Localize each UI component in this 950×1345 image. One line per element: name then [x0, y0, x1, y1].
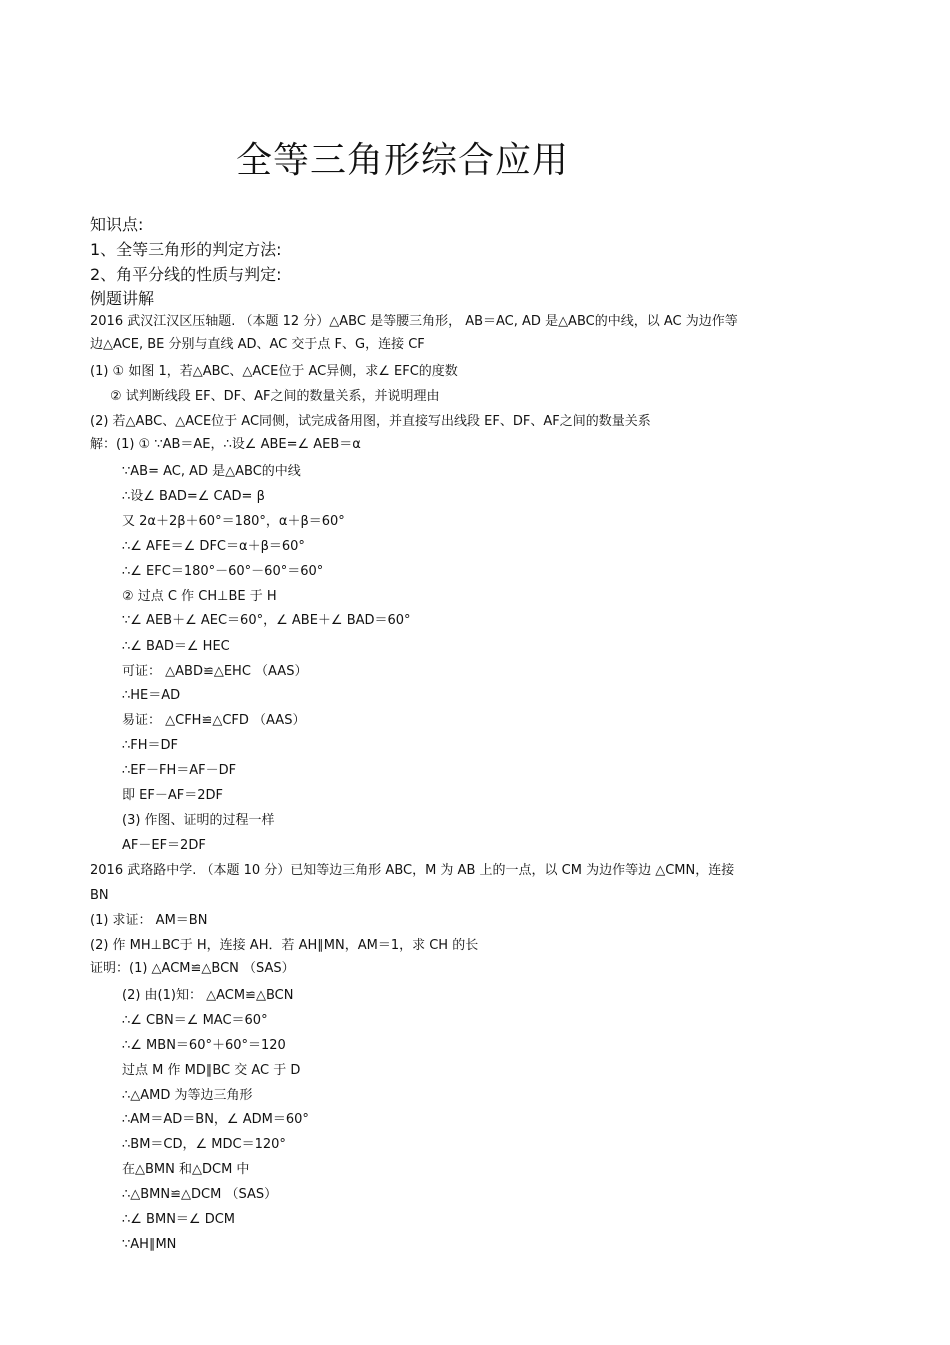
problem1-intro-line1: 2016 武汉江汉区压轴题. （本题 12 分）△ABC 是等腰三角形， AB＝AC, AD 是△ABC的中线，以 AC 为边作等 [90, 314, 738, 329]
problem1-step: ∴EF－FH＝AF－DF [122, 763, 237, 778]
problem2-solution-start: 证明：(1) △ACM≌△BCN （SAS） [90, 961, 295, 976]
heading-examples: 例题讲解 [90, 289, 155, 308]
problem1-intro-line2: 边△ACE, BE 分别与直线 AD、AC 交于点 F、G，连接 CF [90, 337, 425, 352]
problem1-step: (3) 作图、证明的过程一样 [122, 813, 275, 828]
problem1-question1: (1) ① 如图 1，若△ABC、△ACE位于 AC异侧，求∠ EFC的度数 [90, 364, 458, 379]
problem1-solution-start: 解：(1) ① ∵AB＝AE，∴设∠ ABE=∠ AEB＝α [90, 437, 361, 452]
problem2-step: 在△BMN 和△DCM 中 [122, 1162, 250, 1177]
heading-knowledge: 知识点: [90, 215, 144, 234]
problem2-step: ∴∠ CBN＝∠ MAC＝60° [122, 1013, 268, 1028]
problem1-step: ∴FH＝DF [122, 738, 179, 753]
problem1-step: ∵AB= AC, AD 是△ABC的中线 [122, 464, 301, 479]
problem1-step: ② 过点 C 作 CH⊥BE 于 H [122, 589, 277, 604]
problem2-step: ∴∠ BMN＝∠ DCM [122, 1212, 236, 1227]
problem2-step: ∴BM＝CD，∠ MDC＝120° [122, 1137, 286, 1152]
problem1-question1b: ② 试判断线段 EF、DF、AF之间的数量关系，并说明理由 [110, 389, 440, 404]
problem2-question2: (2) 作 MH⊥BC于 H，连接 AH．若 AH∥MN，AM＝1，求 CH 的长 [90, 938, 479, 953]
problem1-question2: (2) 若△ABC、△ACE位于 AC同侧，试完成备用图，并直接写出线段 EF、DF、AF之间的数量关系 [90, 414, 651, 429]
problem2-step: ∵AH∥MN [122, 1237, 177, 1252]
problem2-step: ∴△BMN≌△DCM （SAS） [122, 1187, 278, 1202]
problem1-step: 即 EF－AF＝2DF [122, 788, 223, 803]
problem2-step: 过点 M 作 MD∥BC 交 AC 于 D [122, 1063, 301, 1078]
problem1-step: ∵∠ AEB＋∠ AEC＝60°，∠ ABE＋∠ BAD＝60° [122, 613, 411, 628]
page-title: 全等三角形综合应用 [236, 140, 570, 181]
heading-point-1: 1、全等三角形的判定方法: [90, 240, 282, 259]
problem1-step: ∴∠ AFE＝∠ DFC＝α＋β＝60° [122, 539, 305, 554]
heading-point-2: 2、角平分线的性质与判定: [90, 265, 282, 284]
problem2-step: ∴∠ MBN＝60°＋60°＝120 [122, 1038, 286, 1053]
problem2-step: ∴AM＝AD＝BN，∠ ADM＝60° [122, 1112, 309, 1127]
problem2-intro-line2: BN [90, 888, 109, 903]
problem1-step: ∴∠ EFC＝180°－60°－60°＝60° [122, 564, 324, 579]
problem2-step: (2) 由(1)知： △ACM≌△BCN [122, 988, 294, 1003]
problem2-intro-line1: 2016 武珞路中学. （本题 10 分）已知等边三角形 ABC，M 为 AB 上的一点，以 CM 为边作等边 △CMN，连接 [90, 863, 735, 878]
problem1-step: 易证： △CFH≌△CFD （AAS） [122, 713, 306, 728]
problem1-step: 又 2α＋2β＋60°＝180°，α＋β＝60° [122, 514, 345, 529]
problem2-question1: (1) 求证： AM＝BN [90, 913, 208, 928]
problem1-step: ∴设∠ BAD=∠ CAD= β [122, 489, 265, 504]
problem1-step: AF－EF＝2DF [122, 838, 206, 853]
problem1-step: ∴∠ BAD＝∠ HEC [122, 639, 230, 654]
problem2-step: ∴△AMD 为等边三角形 [122, 1088, 253, 1103]
problem1-step: 可证： △ABD≌△EHC （AAS） [122, 664, 308, 679]
problem1-step: ∴HE＝AD [122, 688, 181, 703]
